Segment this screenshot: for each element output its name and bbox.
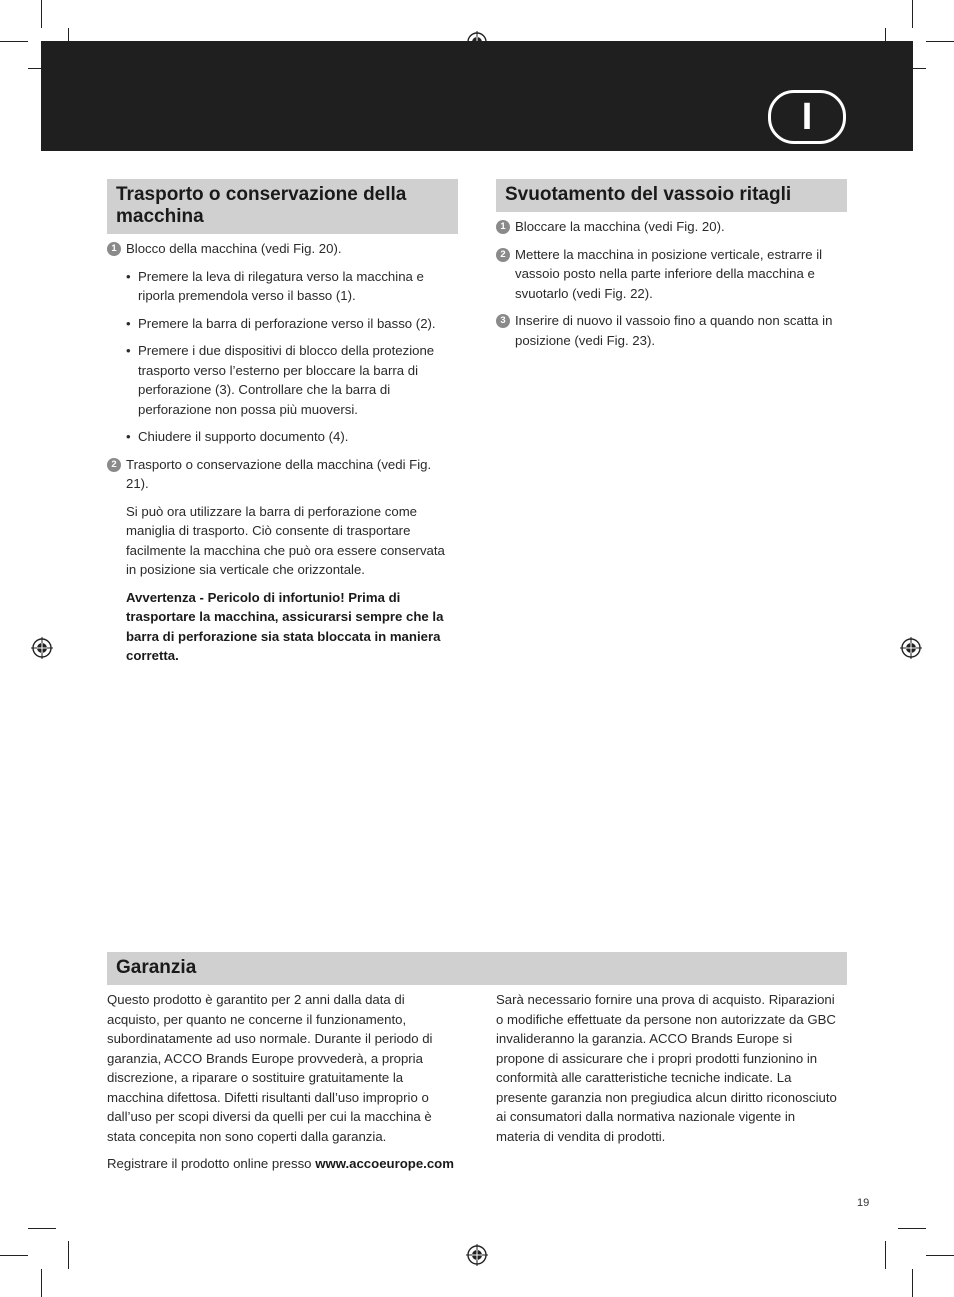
step-text: Blocco della macchina (vedi Fig. 20).: [126, 241, 342, 256]
step-number-badge: 3: [496, 314, 510, 328]
bullet-item: • Premere la barra di perforazione verso il basso (2).: [107, 314, 457, 334]
step-number-badge: 2: [496, 248, 510, 262]
registration-mark-icon: [466, 1244, 488, 1266]
step-item: [107, 455, 457, 494]
warranty-paragraph: Questo prodotto è garantito per 2 anni dalla data di acquisto, per quanto ne concerne il funzionamento, subordinatamente ad uso normale. Durante il periodo di garanzia, ACCO Brands Europe provvederà, a propria discrezione, a riparare o sostituire gratuitamente la macchina difettosa. Difetti risultanti dall’uso improprio o dall’uso per scopi diversi da quelli per cui la macchina è stata concepita non sono coperti dalla garanzia.: [107, 992, 433, 1144]
crop-mark: [41, 0, 42, 28]
step-item: [107, 239, 457, 259]
step-item: [496, 311, 841, 350]
crop-mark: [41, 1269, 42, 1297]
section-title-tray: Svuotamento del vassoio ritagli: [496, 179, 847, 212]
transport-content: [107, 239, 457, 666]
crop-mark: [926, 41, 954, 42]
bullet-item: • Premere i due dispositivi di blocco della protezione trasporto verso l’esterno per bloccare la barra di perforazione (3). Controllare che la barra di perforazione non possa più muoversi.: [107, 341, 457, 419]
body-paragraph: Si può ora utilizzare la barra di perforazione come maniglia di trasporto. Ciò consente di trasportare facilmente la macchina che può ora essere conservata in posizione sia verticale che orizzontale.: [126, 503, 445, 577]
bullet-item: • Chiudere il supporto documento (4).: [107, 427, 457, 447]
page-number: 19: [857, 1197, 870, 1209]
warranty-paragraph: Sarà necessario fornire una prova di acquisto. Riparazioni o modifiche effettuate da persone non autorizzate da GBC invalideranno la garanzia. ACCO Brands Europe si propone di assicurare che i propri prodotti funzionino in conformità alle caratteristiche tecniche indicate. La presente garanzia non pregiudica alcun diritto riconosciuto ai consumatori dalla normativa nazionale vigente in materia di vendita di prodotti.: [496, 992, 837, 1144]
step-number-badge: 1: [107, 242, 121, 256]
crop-mark: [0, 41, 28, 42]
crop-mark: [885, 1241, 886, 1269]
crop-mark: [28, 1228, 56, 1229]
step-text: Bloccare la macchina (vedi Fig. 20).: [515, 219, 725, 234]
warranty-left-column: [107, 990, 459, 1182]
register-text: Registrare il prodotto online presso: [107, 1156, 316, 1171]
step-text: Trasporto o conservazione della macchina (vedi Fig. 21).: [126, 456, 432, 491]
crop-mark: [0, 1255, 28, 1256]
language-badge: I: [768, 90, 846, 144]
step-item: [496, 217, 841, 237]
section-title-transport: Trasporto o conservazione della macchina: [107, 179, 458, 234]
registration-mark-icon: [900, 637, 922, 659]
step-number-badge: 1: [496, 220, 510, 234]
step-text: Inserire di nuovo il vassoio fino a quando non scatta in posizione (vedi Fig. 23).: [515, 313, 833, 348]
register-link[interactable]: www.accoeurope.com: [315, 1156, 454, 1171]
step-number-badge: 2: [107, 458, 121, 472]
crop-mark: [898, 1228, 926, 1229]
bullet-item: • Premere la leva di rilegatura verso la macchina e riporla premendola verso il basso (1).: [107, 267, 457, 306]
crop-mark: [912, 1269, 913, 1297]
crop-mark: [926, 1255, 954, 1256]
section-title-warranty: Garanzia: [107, 952, 847, 985]
crop-mark: [68, 1241, 69, 1269]
crop-mark: [912, 0, 913, 28]
tray-content: [496, 217, 841, 358]
step-item: [496, 245, 841, 304]
registration-mark-icon: [31, 637, 53, 659]
warranty-right-column: [496, 990, 841, 1154]
register-line: [107, 1154, 459, 1174]
step-text: Mettere la macchina in posizione verticale, estrarre il vassoio posto nella parte inferiore della macchina e svuotarlo (vedi Fig. 22).: [515, 246, 823, 301]
warning-text: Avvertenza - Pericolo di infortunio! Prima di trasportare la macchina, assicurarsi sempre che la barra di perforazione sia stata bloccata in maniera corretta.: [126, 589, 444, 663]
